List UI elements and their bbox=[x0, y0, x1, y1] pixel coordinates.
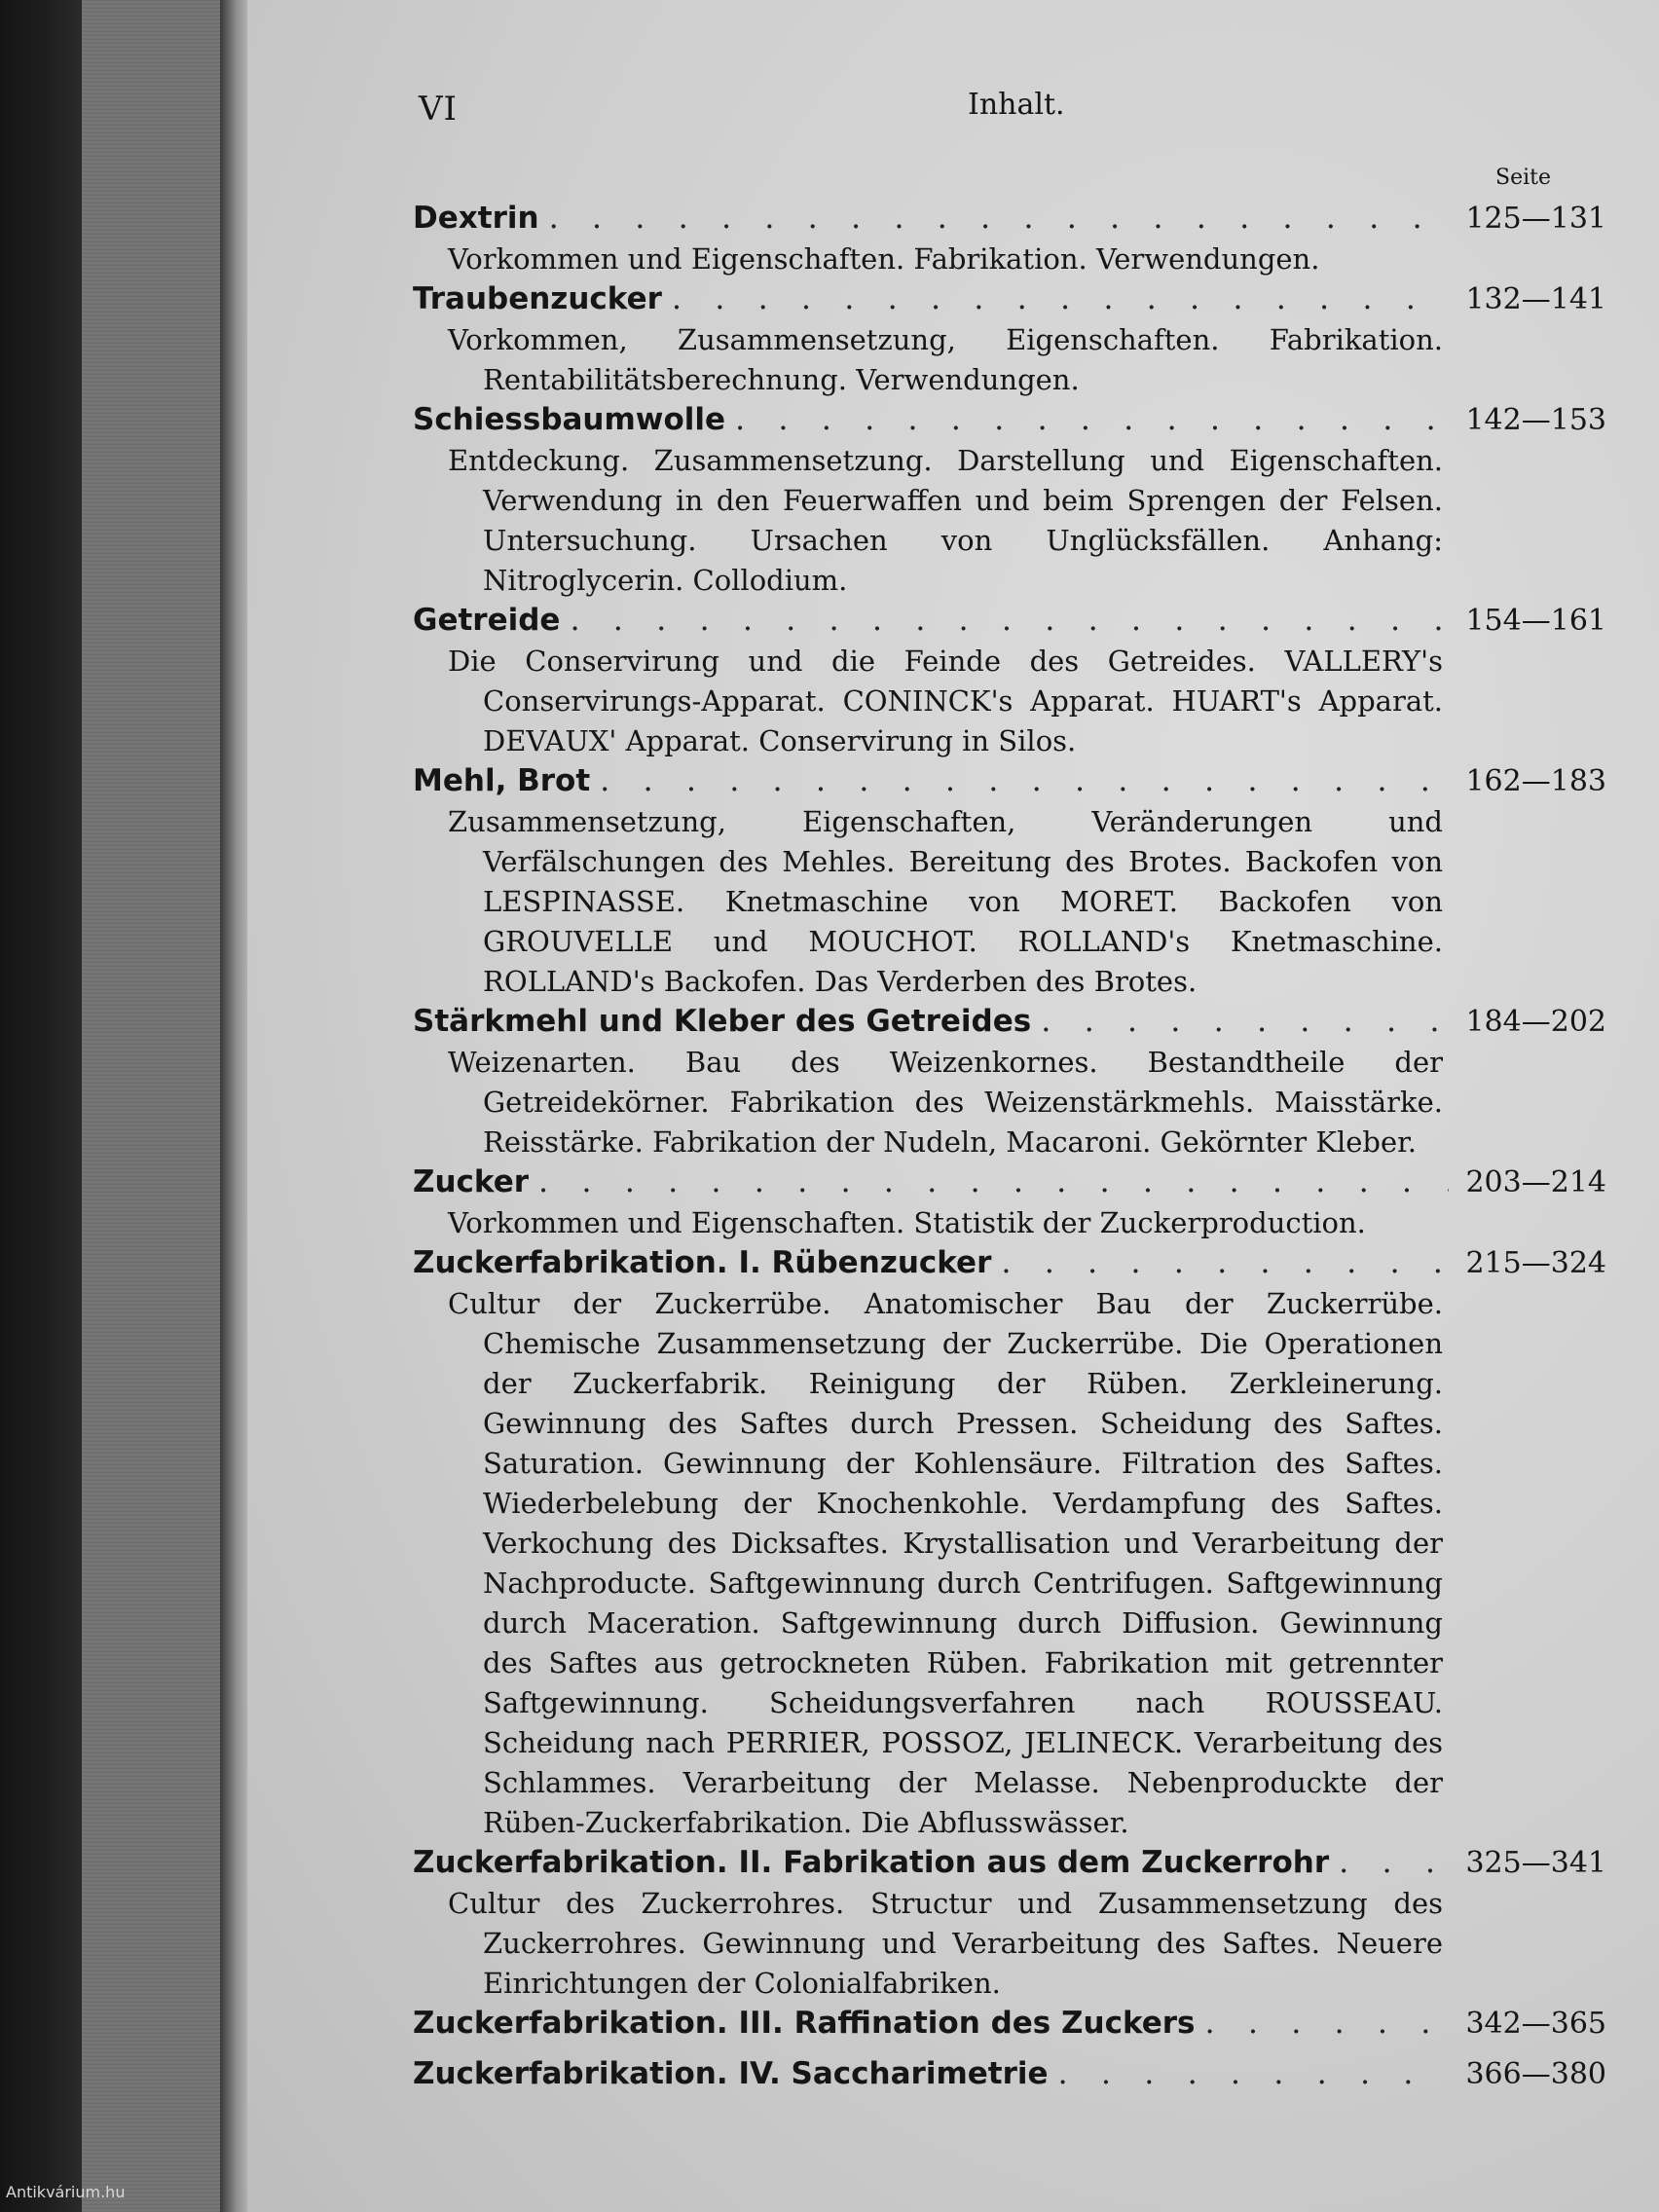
toc-entry-pages: 142—153 bbox=[1465, 403, 1606, 437]
toc-entry-description: Vorkommen und Eigenschaften. Fabrikation. Verwendungen. bbox=[448, 242, 1320, 276]
toc-entry-pages: 125—131 bbox=[1465, 202, 1606, 236]
toc-entry bbox=[413, 1162, 1606, 1243]
toc-entry-title: Zuckerfabrikation. IV. Saccharimetrie bbox=[413, 2056, 1049, 2091]
leader-dots bbox=[672, 279, 1449, 316]
toc-entry bbox=[413, 400, 1606, 601]
toc-entry-title: Dextrin bbox=[413, 201, 539, 236]
toc-entry-pages: 325—341 bbox=[1465, 1846, 1606, 1880]
leader-dots bbox=[538, 1162, 1449, 1199]
toc-entry-title: Mehl, Brot bbox=[413, 763, 591, 798]
toc-entry bbox=[413, 1843, 1606, 2004]
toc-entry-title: Zuckerfabrikation. II. Fabrikation aus dem Zuckerrohr bbox=[413, 1845, 1330, 1880]
toc-entry-title: Zuckerfabrikation. III. Raffination des Zuckers bbox=[413, 2006, 1196, 2041]
leader-dots bbox=[1041, 1002, 1449, 1039]
book-spine-cloth bbox=[82, 0, 234, 2212]
leader-dots bbox=[549, 199, 1449, 236]
toc-entry-description: Vorkommen und Eigenschaften. Statistik der Zuckerproduction. bbox=[448, 1206, 1366, 1239]
table-of-contents bbox=[413, 199, 1606, 2105]
leader-dots bbox=[1058, 2054, 1449, 2091]
toc-entry-description: Cultur der Zuckerrübe. Anatomischer Bau der Zuckerrübe. Chemische Zusammensetzung der Zuckerrübe. Die Operationen der Zuckerfabrik. Reinigung der Rüben. Zerkleinerung. Gewinnung des Saftes durch Pressen. Scheidung des Saftes. Saturation. Gewinnung der Kohlensäure. Filtration des Saftes. Wiederbelebung der Knochenkohle. Verdampfung des Saftes. Verkochung des Dicksaftes. Krystallisation und Verarbeitung der Nachproducte. Saftgewinnung durch Centrifugen. Saftgewinnung durch Maceration. Saftgewinnung durch Diffusion. Gewinnung des Saftes aus getrockneten Rüben. Fabrikation mit getrennter Saftgewinnung. Scheidungsverfahren nach ROUSSEAU. Scheidung nach PERRIER, POSSOZ, JELINECK. Verarbeitung des Schlammes. Verarbeitung der Melasse. Nebenproduckte der Rüben-Zuckerfabrikation. Die Abflusswässer. bbox=[448, 1287, 1443, 1839]
leader-dots bbox=[600, 761, 1449, 798]
toc-entry-description: Weizenarten. Bau des Weizenkornes. Bestandtheile der Getreidekörner. Fabrikation des Weizenstärkmehls. Maisstärke. Reisstärke. Fabrikation der Nudeln, Macaroni. Gekörnter Kleber. bbox=[448, 1046, 1443, 1159]
toc-entry-pages: 203—214 bbox=[1465, 1165, 1606, 1199]
toc-entry-description: Die Conservirung und die Feinde des Getreides. VALLERY's Conservirungs-Apparat. CONINCK's Apparat. HUART's Apparat. DEVAUX' Apparat. Conservirung in Silos. bbox=[448, 645, 1443, 757]
toc-entry bbox=[413, 2054, 1606, 2105]
toc-entry-title: Schiessbaumwolle bbox=[413, 402, 726, 437]
toc-entry bbox=[413, 1002, 1606, 1162]
page-column-label: Seite bbox=[1495, 166, 1551, 190]
toc-entry-title: Getreide bbox=[413, 603, 561, 638]
leader-dots bbox=[1339, 1843, 1449, 1880]
page-number: VI bbox=[419, 90, 458, 129]
toc-entry-pages: 366—380 bbox=[1465, 2057, 1606, 2091]
toc-entry bbox=[413, 1243, 1606, 1843]
leader-dots bbox=[1001, 1243, 1449, 1280]
toc-entry bbox=[413, 279, 1606, 400]
toc-entry-title: Zuckerfabrikation. I. Rübenzucker bbox=[413, 1245, 992, 1280]
page-gutter bbox=[220, 0, 247, 2212]
leader-dots bbox=[570, 601, 1449, 638]
toc-entry-title: Traubenzucker bbox=[413, 281, 662, 316]
toc-entry bbox=[413, 601, 1606, 761]
toc-entry bbox=[413, 2004, 1606, 2054]
toc-entry-title: Zucker bbox=[413, 1164, 530, 1199]
toc-entry-pages: 132—141 bbox=[1465, 282, 1606, 316]
running-head: Inhalt. bbox=[968, 88, 1065, 122]
toc-entry-description: Cultur des Zuckerrohres. Structur und Zusammensetzung des Zuckerrohres. Gewinnung und Verarbeitung des Saftes. Neuere Einrichtungen der Colonialfabriken. bbox=[448, 1887, 1443, 2000]
leader-dots bbox=[735, 400, 1449, 437]
toc-entry-description: Zusammensetzung, Eigenschaften, Veränderungen und Verfälschungen des Mehles. Bereitung des Brotes. Backofen von LESPINASSE. Knetmaschine von MORET. Backofen von GROUVELLE und MOUCHOT. ROLLAND's Knetmaschine. ROLLAND's Backofen. Das Verderben des Brotes. bbox=[448, 805, 1443, 998]
toc-entry-pages: 184—202 bbox=[1465, 1005, 1606, 1039]
book-spine-shadow bbox=[0, 0, 82, 2212]
toc-entry-description: Vorkommen, Zusammensetzung, Eigenschaften. Fabrikation. Rentabilitätsberechnung. Verwendungen. bbox=[448, 323, 1443, 396]
watermark-text: Antikvárium.hu bbox=[6, 2183, 126, 2201]
leader-dots bbox=[1205, 2004, 1449, 2041]
toc-entry bbox=[413, 761, 1606, 1002]
toc-entry-pages: 162—183 bbox=[1465, 764, 1606, 798]
toc-entry-description: Entdeckung. Zusammensetzung. Darstellung und Eigenschaften. Verwendung in den Feuerwaffen und beim Sprengen der Felsen. Untersuchung. Ursachen von Unglücksfällen. Anhang: Nitroglycerin. Collodium. bbox=[448, 444, 1443, 597]
toc-entry-pages: 342—365 bbox=[1465, 2007, 1606, 2041]
toc-entry bbox=[413, 199, 1606, 279]
toc-entry-pages: 215—324 bbox=[1465, 1246, 1606, 1280]
toc-entry-title: Stärkmehl und Kleber des Getreides bbox=[413, 1004, 1032, 1039]
toc-entry-pages: 154—161 bbox=[1465, 604, 1606, 638]
